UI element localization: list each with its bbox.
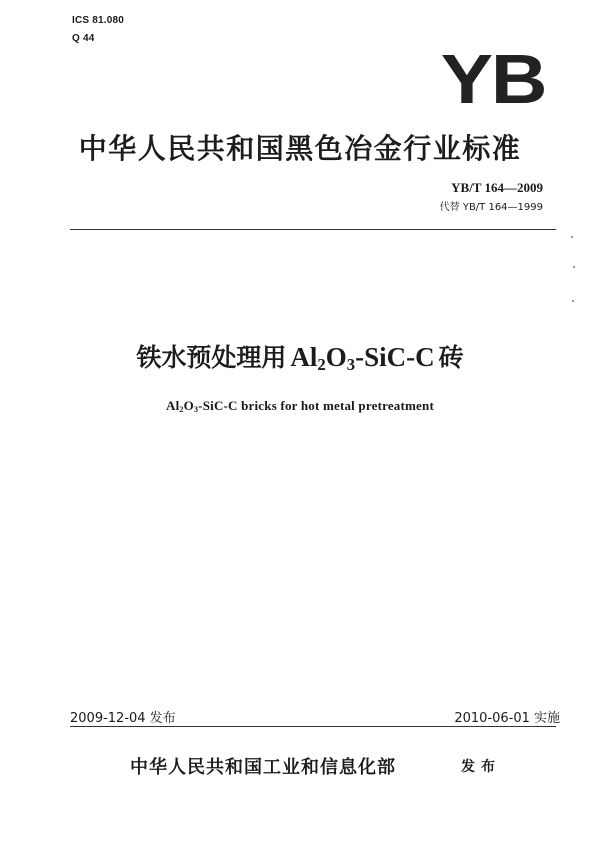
- formula-sub-2: 2: [317, 355, 326, 375]
- title-cn-suffix: 砖: [438, 343, 464, 372]
- issue-label: 发布: [461, 759, 501, 775]
- document-title-cn: [0, 338, 600, 374]
- formula-o: O: [325, 342, 347, 372]
- scan-speck: [573, 266, 575, 268]
- standard-category-title: 中华人民共和国黑色冶金行业标准: [78, 132, 522, 165]
- document-title-en: [0, 398, 600, 414]
- scan-speck: [572, 300, 574, 302]
- title-en-rest: -SiC-C bricks for hot metal pretreatment: [198, 398, 434, 413]
- title-en-o: O: [183, 398, 194, 413]
- top-divider: [70, 229, 556, 230]
- issue-date: 2009-12-04 发布: [70, 711, 176, 726]
- replaces-standard: 代替 YB/T 164—1999: [439, 202, 543, 213]
- issuing-authority: 中华人民共和国工业和信息化部: [130, 757, 396, 778]
- yb-logo: YB: [440, 40, 545, 118]
- ccs-code: Q 44: [72, 33, 95, 44]
- title-cn-formula: [290, 342, 435, 375]
- title-en-al: Al: [165, 398, 180, 413]
- formula-sic-c: -SiC-C: [355, 342, 435, 372]
- formula-sub-3: 3: [346, 355, 356, 375]
- title-en-sub-2: 2: [179, 405, 184, 414]
- title-en-sub-3: 3: [193, 405, 199, 414]
- bottom-divider: [70, 726, 556, 727]
- scan-speck: [571, 236, 573, 238]
- formula-al: Al: [290, 342, 318, 372]
- implementation-date: 2010-06-01 实施: [454, 711, 560, 726]
- standard-number: YB/T 164—2009: [451, 180, 543, 195]
- title-cn-prefix: 铁水预处理用: [136, 343, 287, 372]
- ics-code: ICS 81.080: [72, 15, 125, 26]
